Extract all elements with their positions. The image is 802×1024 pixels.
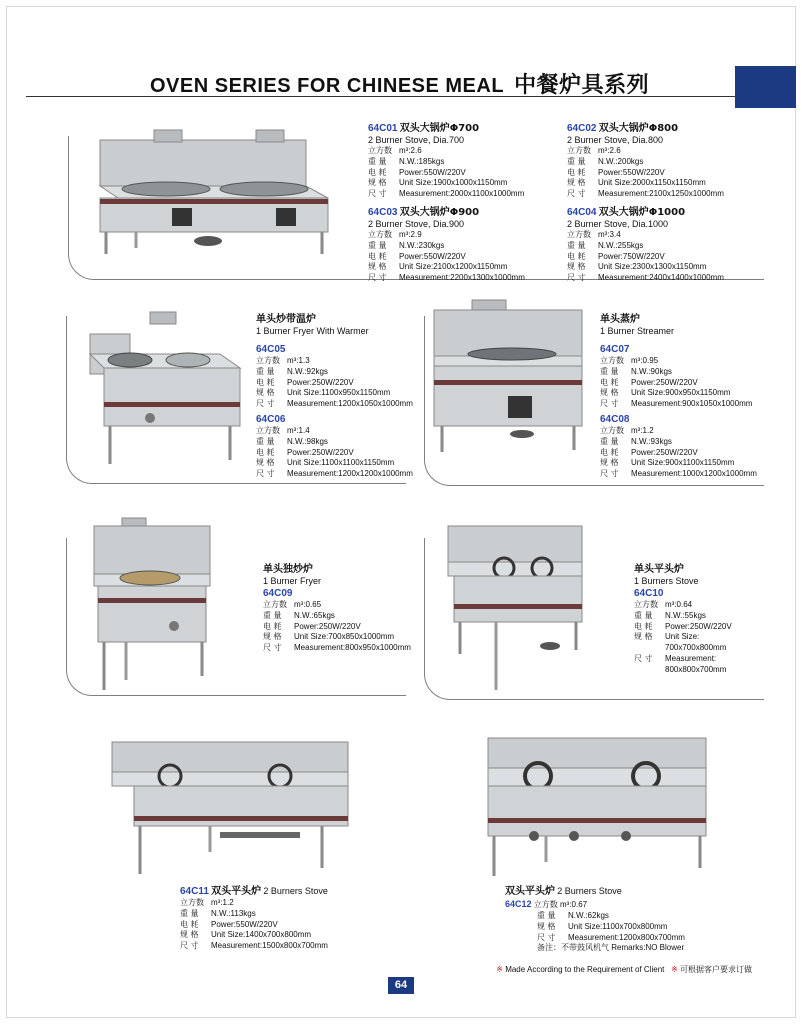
nw-label: 重 量 [256,366,275,376]
power-label: 电 耗 [368,167,387,177]
vol-label: 立方数 [256,356,280,365]
meas-label: 尺 寸 [537,932,556,942]
size-value: Unit Size:900x950x1150mm [631,388,731,398]
vol-label: 立方数 [368,146,392,155]
meas-value: Measurement:800x950x1000mm [294,643,411,653]
size-value: Unit Size:1100x700x800mm [568,921,668,931]
power-value: Power:550W/220V [399,167,466,177]
product-code: 64C04 [567,207,597,218]
nw-label: 重 量 [600,436,619,446]
size-value: Unit Size:1400x700x800mm [211,930,312,940]
vol-value: m³:1.3 [287,356,310,365]
meas-value: Measurement:2100x1250x1000mm [598,189,724,199]
footer-note-cn: 可根据客户要求订做 [680,965,752,974]
power-value: Power:550W/220V [211,919,278,929]
product-64C10 [634,563,732,676]
meas-label: 尺 寸 [600,469,619,479]
nw-label: 重 量 [368,156,387,166]
meas-value: Measurement:1000x1200x1000mm [631,469,757,479]
size-value: Unit Size:2300x1300x1150mm [598,262,707,272]
vol-value: m³:1.2 [631,426,654,435]
size-value-cont: 700x700x800mm [665,643,727,653]
vol-value: m³:0.67 [560,900,588,909]
product-name-en: 2 Burner Stove, Dia.700 [368,135,465,145]
power-value: Power:250W/220V [631,377,698,387]
meas-value: Measurement:1200x800x700mm [568,932,685,942]
meas-label: 尺 寸 [180,941,199,951]
size-value: Unit Size:1900x1000x1150mm [399,178,508,188]
product-code: 64C06 [256,414,286,425]
product-name-en: 1 Burners Stove [634,576,699,586]
vol-value: m³:3.4 [598,230,621,239]
power-value: Power:250W/220V [665,621,732,631]
meas-value: Measurement: [665,653,717,663]
nw-label: 重 量 [567,240,586,250]
product-64C08 [600,413,757,480]
product-name-cn: 单头独炒炉 [263,564,313,575]
product-name-cn: 双头大锅炉Φ800 [598,123,679,134]
size-value: Unit Size:2100x1200x1150mm [399,262,508,272]
meas-label: 尺 寸 [600,399,619,409]
meas-value: Measurement:2200x1300x1000mm [399,273,525,283]
product-64C09 [263,563,411,654]
product-64C02 [567,122,724,200]
vol-value: m³:0.64 [665,600,693,609]
product-code: 64C01 [368,123,398,134]
power-label: 电 耗 [600,377,619,387]
power-label: 电 耗 [368,251,387,261]
nw-label: 重 量 [634,610,653,620]
meas-label: 尺 寸 [368,189,387,199]
meas-label: 尺 寸 [256,469,275,479]
power-value: Power:550W/220V [598,167,665,177]
nw-label: 重 量 [368,240,387,250]
product-code: 64C11 [180,886,209,897]
vol-value: m³:2.6 [399,146,422,155]
power-label: 电 耗 [600,447,619,457]
nw-value: N.W.:200kgs [598,156,644,166]
vol-label: 立方数 [600,426,624,435]
vol-label: 立方数 [256,426,280,435]
meas-value-cont: 800x800x700mm [665,664,727,674]
product-name-en: 1 Burner Streamer [600,326,675,336]
size-value: Unit Size:1100x950x1150mm [287,388,391,398]
footer-star-2: ※ [671,965,678,974]
product-image-64C07 [432,296,584,456]
product-code: 64C05 [256,344,286,355]
title-en: OVEN SERIES FOR CHINESE MEAL [150,75,505,97]
product-name-en: 1 Burner Fryer With Warmer [256,326,369,336]
nw-value: N.W.:185kgs [399,156,445,166]
product-name-cn: 单头炒带温炉 [256,314,316,325]
meas-label: 尺 寸 [634,653,653,663]
meas-label: 尺 寸 [256,399,275,409]
size-value: Unit Size:1100x1100x1150mm [287,458,395,468]
product-code: 64C10 [634,588,664,599]
product-image-64C01 [96,128,336,256]
vol-label: 立方数 [567,230,591,239]
nw-value: N.W.:230kgs [399,240,445,250]
product-code: 64C09 [263,588,293,599]
meas-value: Measurement:1200x1200x1000mm [287,469,413,479]
power-value: Power:550W/220V [399,251,466,261]
size-label: 规 格 [600,458,619,468]
vol-label: 立方数 [368,230,392,239]
product-name-cn: 单头蒸炉 [600,314,640,325]
size-label: 规 格 [256,388,275,398]
nw-value: N.W.:255kgs [598,240,644,250]
page-number: 64 [388,977,414,994]
footer-note-en: Made According to the Requirement of Client [505,965,665,974]
product-code: 64C12 [505,899,532,909]
size-label: 规 格 [368,178,387,188]
power-value: Power:250W/220V [287,447,354,457]
meas-label: 尺 寸 [368,273,387,283]
nw-label: 重 量 [537,911,556,920]
size-label: 规 格 [180,930,199,940]
remarks-label: 备注：不带鼓风机气 [537,943,609,953]
nw-value: N.W.:62kgs [568,911,609,920]
size-label: 规 格 [600,388,619,398]
meas-label: 尺 寸 [567,273,586,283]
size-label: 规 格 [256,458,275,468]
size-value: Unit Size:900x1100x1150mm [631,458,735,468]
remarks-value: Remarks:NO Blower [611,943,685,953]
power-value: Power:250W/220V [287,377,354,387]
nw-label: 重 量 [180,908,199,918]
power-value: Power:750W/220V [598,251,665,261]
vol-label: 立方数 [634,600,658,609]
size-value: Unit Size:700x850x1000mm [294,632,395,642]
power-label: 电 耗 [256,377,275,387]
nw-label: 重 量 [567,156,586,166]
product-image-64C11 [110,740,354,878]
power-label: 电 耗 [634,621,653,631]
vol-value: m³:0.95 [631,356,659,365]
vol-value: m³:0.65 [294,600,322,609]
vol-value: m³:1.4 [287,426,310,435]
meas-label: 尺 寸 [567,189,586,199]
product-code: 64C03 [368,207,398,218]
power-label: 电 耗 [567,167,586,177]
nw-value: N.W.:65kgs [294,610,335,620]
product-64C07 [600,343,752,410]
vol-value: m³:2.9 [399,230,422,239]
footer-star: ※ [496,965,503,974]
power-label: 电 耗 [263,621,282,631]
power-label: 电 耗 [567,251,586,261]
power-label: 电 耗 [180,919,199,929]
size-value: Unit Size:2000x1150x1150mm [598,178,706,188]
meas-value: Measurement:1200x1050x1000mm [287,399,413,409]
product-code: 64C08 [600,414,630,425]
vol-value: m³:1.2 [211,898,234,907]
page-title [150,68,649,99]
product-code: 64C07 [600,344,630,355]
vol-label: 立方数 [567,146,591,155]
meas-value: Measurement:1500x800x700mm [211,941,328,951]
product-name-en: 2 Burner Stove, Dia.1000 [567,219,669,229]
corner-tab [735,66,796,108]
nw-value: N.W.:98kgs [287,436,328,446]
product-name-cn: 双头大锅炉Φ1000 [598,207,686,218]
product-image-64C10 [446,524,586,694]
product-64C12 [505,885,685,954]
size-label: 规 格 [368,262,387,272]
product-image-64C05 [80,310,246,470]
fryer-warmer-header [256,313,369,337]
size-label: 规 格 [263,632,282,642]
vol-label: 立方数 [533,900,558,909]
vol-value: m³:2.6 [598,146,621,155]
meas-value: Measurement:2000x1100x1000mm [399,189,525,199]
vol-label: 立方数 [263,600,287,609]
power-label: 电 耗 [256,447,275,457]
nw-value: N.W.:93kgs [631,436,672,446]
nw-value: N.W.:92kgs [287,366,328,376]
meas-value: Measurement:2400x1400x1000mm [598,273,724,283]
footer-note [496,964,752,975]
product-64C11 [180,885,328,952]
title-cn: 中餐炉具系列 [514,73,650,98]
product-name-en: 1 Burner Fryer [263,576,322,586]
product-name-cn: 单头平头炉 [634,564,684,575]
product-name-en: 2 Burner Stove, Dia.800 [567,135,664,145]
nw-value: N.W.:113kgs [211,908,256,918]
product-name-cn: 双头大锅炉Φ700 [399,123,480,134]
product-image-64C09 [92,516,212,694]
nw-label: 重 量 [263,610,282,620]
product-64C04 [567,206,724,284]
size-label: 规 格 [634,632,653,642]
title-band [6,66,796,100]
product-64C06 [256,413,413,480]
power-value: Power:250W/220V [631,447,698,457]
product-64C05 [256,343,413,410]
nw-value: N.W.:90kgs [631,366,672,376]
steamer-header [600,313,674,337]
nw-value: N.W.:55kgs [665,610,706,620]
meas-value: Measurement:900x1050x1000mm [631,399,753,409]
product-name-en: 2 Burners Stove [263,886,328,896]
power-value: Power:250W/220V [294,621,361,631]
nw-label: 重 量 [600,366,619,376]
vol-label: 立方数 [180,898,204,907]
product-name-en: 2 Burners Stove [557,886,622,896]
product-code: 64C02 [567,123,597,134]
product-64C01 [368,122,524,200]
size-label: 规 格 [567,178,586,188]
product-name-cn: 双头平头炉 [211,886,262,897]
product-name-en: 2 Burner Stove, Dia.900 [368,219,465,229]
size-label: 规 格 [537,921,556,931]
size-label: 规 格 [567,262,586,272]
vol-label: 立方数 [600,356,624,365]
nw-label: 重 量 [256,436,275,446]
product-64C03 [368,206,525,284]
product-image-64C12 [486,736,710,882]
meas-label: 尺 寸 [263,643,282,653]
size-value: Unit Size: [665,632,700,642]
product-name-cn: 双头平头炉 [505,886,555,897]
product-name-cn: 双头大锅炉Φ900 [399,207,480,218]
